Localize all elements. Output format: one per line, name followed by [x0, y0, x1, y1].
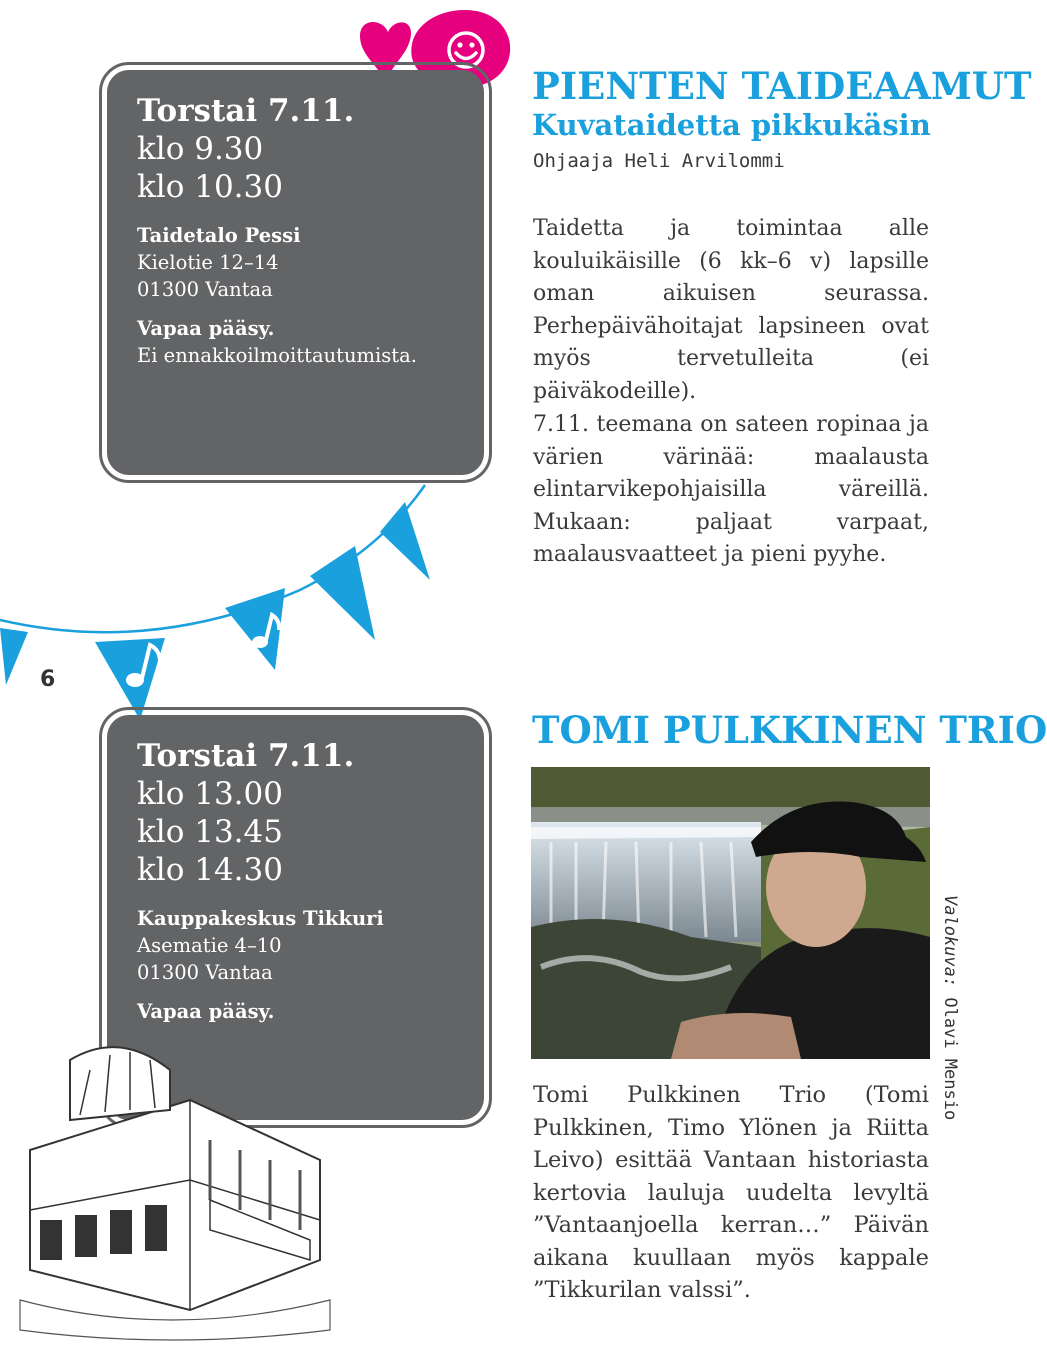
event-admission: Vapaa pääsy.	[137, 1000, 275, 1023]
photo-credit	[940, 895, 960, 1120]
event-date: Torstai 7.11.	[137, 738, 355, 774]
event-time: klo 9.30	[137, 131, 264, 167]
event-venue: Kauppakeskus Tikkuri	[137, 907, 384, 930]
photo-credit-label: Valokuva:	[940, 895, 960, 988]
event-time: klo 14.30	[137, 852, 283, 888]
article-title: PIENTEN TAIDEAAMUT	[532, 64, 1032, 108]
event-admission: Vapaa pääsy.	[137, 317, 275, 340]
event-time: klo 13.45	[137, 814, 283, 850]
event-time: klo 10.30	[137, 169, 283, 205]
article-paragraph: Tomi Pulkkinen Trio (Tomi Pulkkinen, Timo Ylönen ja Riitta Leivo) esittää Vantaan historiasta kertovia lauluja uudelta levyltä ”Vantaanjoella kerran…” Päivän aikana kuullaan myös kappale ”Tikkurilan valssi”.	[533, 1082, 929, 1303]
event-info-box-1	[107, 70, 484, 475]
event-date: Torstai 7.11.	[137, 93, 355, 129]
event-venue: Taidetalo Pessi	[137, 224, 301, 247]
event-time: klo 13.00	[137, 776, 283, 812]
page-number: 6	[40, 667, 56, 692]
article-paragraph: Taidetta ja toimintaa alle kouluikäisille (6 kk–6 v) lapsille oman aikuisen seurassa. Perhepäivähoitajat lapsineen ovat myös tervetulleita (ei päiväkodeille).	[533, 216, 929, 404]
building-sketch	[10, 1040, 340, 1340]
article-subtitle: Kuvataidetta pikkukäsin	[532, 108, 931, 142]
event-address-street: Asematie 4–10	[137, 934, 282, 957]
event-note: Ei ennakkoilmoittautumista.	[137, 344, 417, 367]
event-address-city: 01300 Vantaa	[137, 961, 273, 984]
photo-credit-name: Olavi Mensio	[940, 997, 960, 1121]
event-address-street: Kielotie 12–14	[137, 251, 279, 274]
event-address-city: 01300 Vantaa	[137, 278, 273, 301]
bunting-flags	[0, 480, 470, 730]
article-paragraph: 7.11. teemana on sateen ropinaa ja värien värinää: maalausta elintarvikepohjaisilla väreillä. Mukaan: paljaat varpaat, maalausvaatteet ja pieni pyyhe.	[533, 412, 929, 567]
article-director: Ohjaaja Heli Arvilommi	[533, 150, 785, 172]
band-photo	[531, 767, 930, 1059]
article-title: TOMI PULKKINEN TRIO	[532, 708, 1047, 752]
